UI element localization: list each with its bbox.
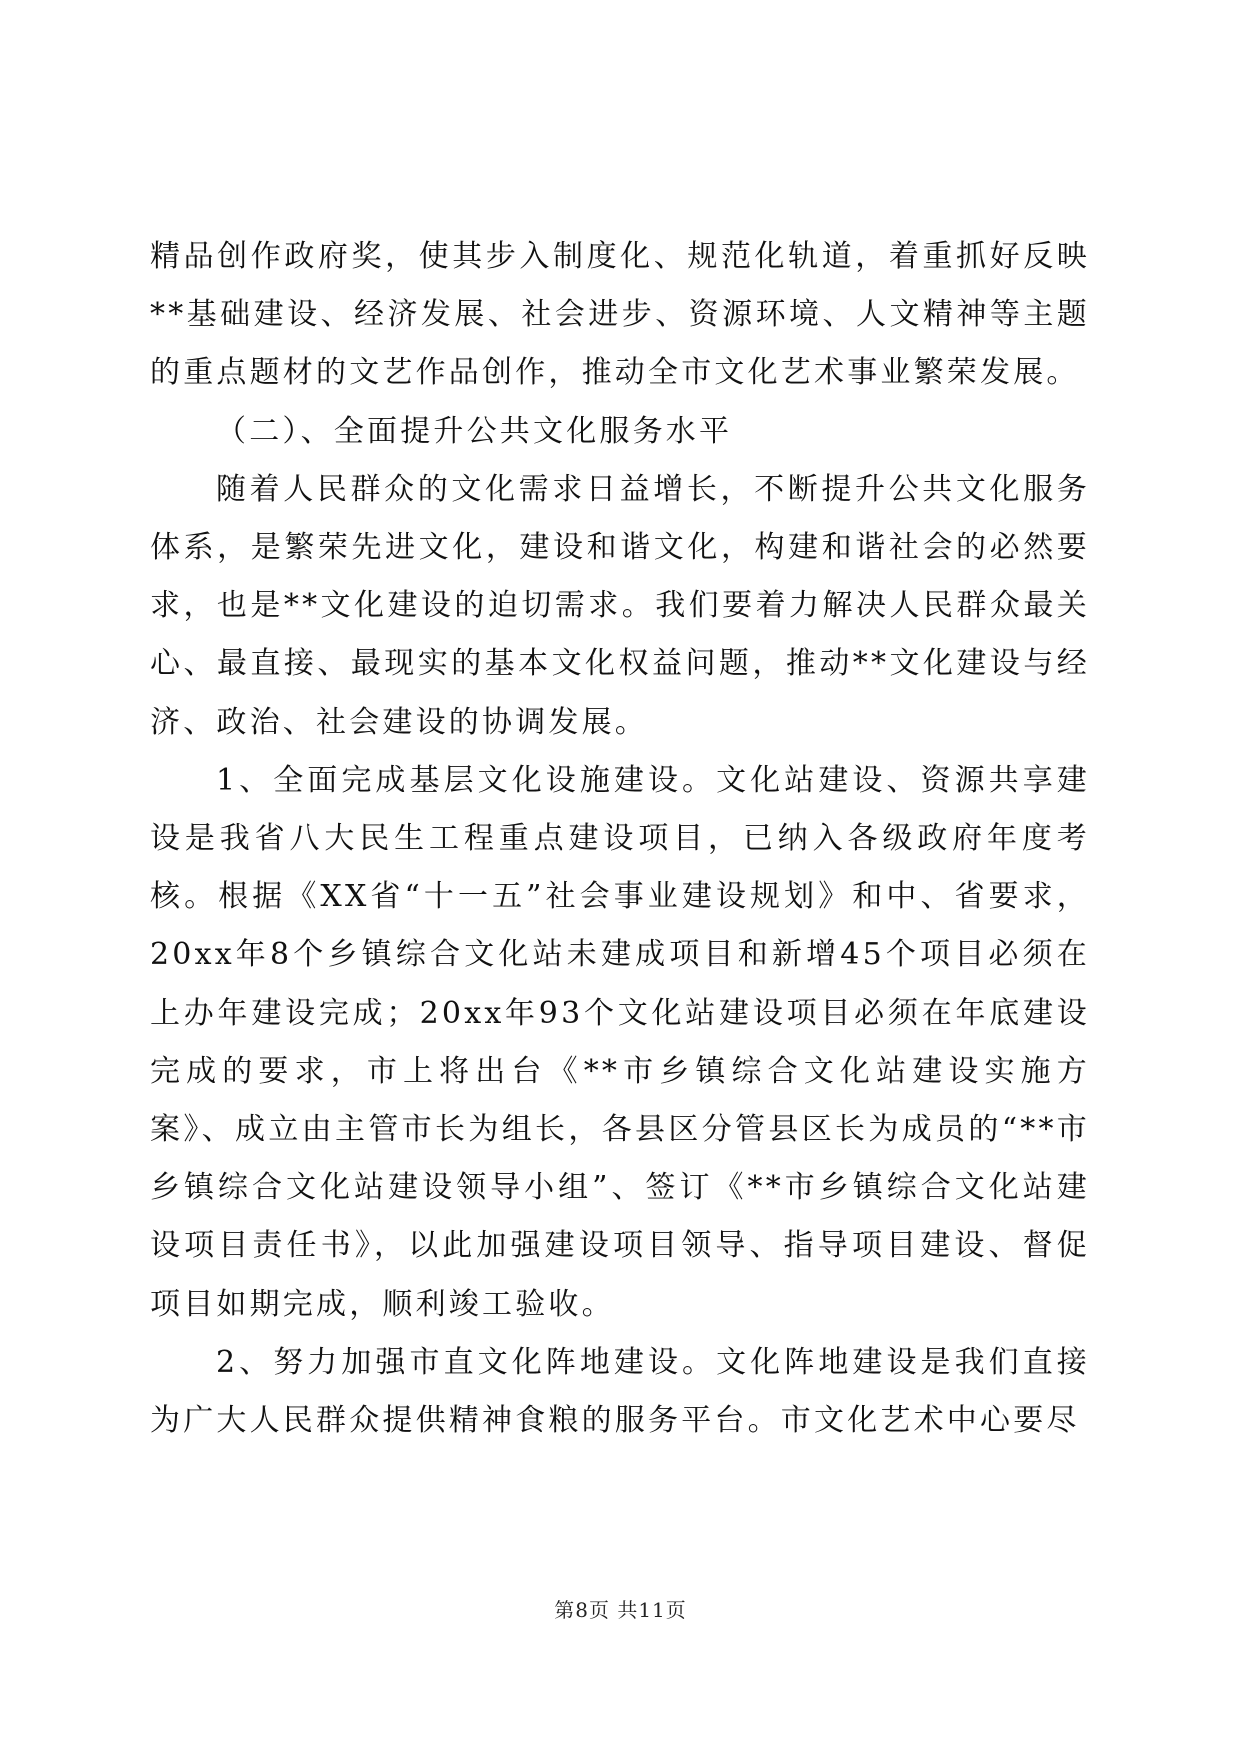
paragraph-continuation: 精品创作政府奖，使其步入制度化、规范化轨道，着重抓好反映**基础建设、经济发展、社会进步、资源环境、人文精神等主题的重点题材的文艺作品创作，推动全市文化艺术事业繁荣发展。: [150, 239, 1090, 391]
paragraph: 2、努力加强市直文化阵地建设。文化阵地建设是我们直接为广大人民群众提供精神食粮的服务平台。市文化艺术中心要尽: [150, 1344, 1090, 1439]
document-body: [150, 228, 1090, 1450]
page-number: 第8页 共11页: [554, 1598, 687, 1622]
paragraph: 随着人民群众的文化需求日益增长，不断提升公共文化服务体系，是繁荣先进文化，建设和谐文化，构建和谐社会的必然要求，也是**文化建设的迫切需求。我们要着力解决人民群众最关心、最直接、最现实的基本文化权益问题，推动**文化建设与经济、政治、社会建设的协调发展。: [150, 471, 1090, 740]
paragraph: 1、全面完成基层文化设施建设。文化站建设、资源共享建设是我省八大民生工程重点建设项目，已纳入各级政府年度考核。根据《XX省“十一五”社会事业建设规划》和中、省要求，20xx年8个乡镇综合文化站未建成项目和新增45个项目必须在上办年建设完成；20xx年93个文化站建设项目必须在年底建设完成的要求，市上将出台《**市乡镇综合文化站建设实施方案》、成立由主管市长为组长，各县区分管县区长为成员的“**市乡镇综合文化站建设领导小组”、签订《**市乡镇综合文化站建设项目责任书》，以此加强建设项目领导、指导项目建设、督促项目如期完成，顺利竣工验收。: [150, 762, 1090, 1322]
section-heading: （二）、全面提升公共文化服务水平: [216, 413, 733, 449]
